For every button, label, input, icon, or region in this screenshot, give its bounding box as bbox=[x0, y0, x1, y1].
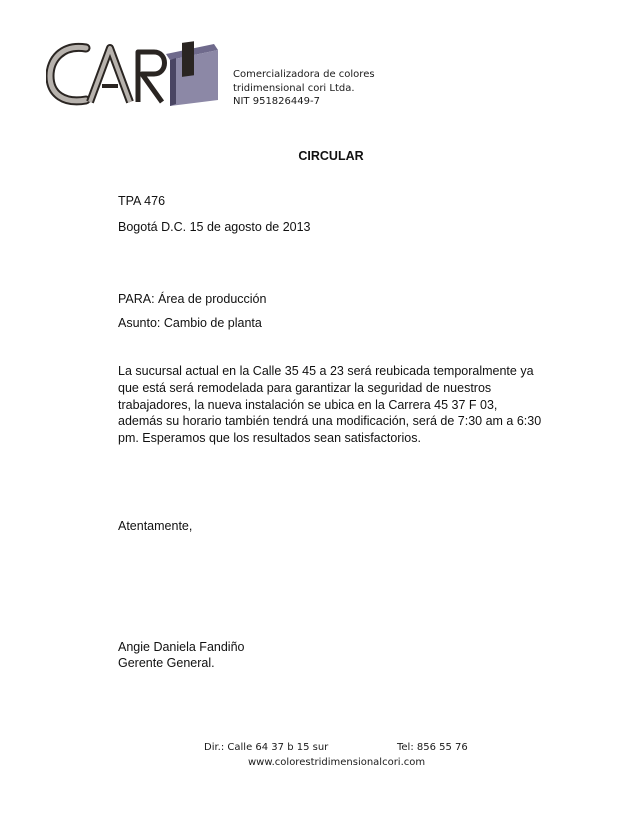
footer-phone: Tel: 856 55 76 bbox=[397, 742, 468, 753]
subject-line: Asunto: Cambio de planta bbox=[118, 316, 262, 330]
signer-title: Gerente General. bbox=[118, 656, 215, 670]
recipient-line: PARA: Área de producción bbox=[118, 292, 267, 306]
body-paragraph bbox=[118, 363, 550, 447]
company-name-line-2: tridimensional cori Ltda. bbox=[233, 82, 355, 94]
company-logo bbox=[46, 40, 222, 108]
place-date: Bogotá D.C. 15 de agosto de 2013 bbox=[118, 220, 311, 234]
footer-website: www.colorestridimensionalcori.com bbox=[248, 757, 426, 768]
document-title: CIRCULAR bbox=[298, 149, 364, 163]
body-line: que está será remodelada para garantizar la seguridad de nuestros bbox=[118, 380, 492, 395]
body-line: La sucursal actual en la Calle 35 45 a 23 será reubicada temporalmente ya bbox=[118, 364, 534, 378]
company-nit: NIT 951826449-7 bbox=[233, 96, 320, 107]
reference-number: TPA 476 bbox=[118, 194, 166, 208]
closing: Atentamente, bbox=[118, 519, 193, 533]
signer-name: Angie Daniela Fandiño bbox=[118, 640, 245, 654]
body-line: pm. Esperamos que los resultados sean satisfactorios. bbox=[118, 431, 421, 446]
body-line: trabajadores, la nueva instalación se ubica en la Carrera 45 37 F 03, bbox=[118, 397, 498, 412]
company-info bbox=[233, 68, 375, 109]
footer-address: Dir.: Calle 64 37 b 15 sur bbox=[204, 742, 329, 753]
company-name: Comercializadora de colores bbox=[233, 69, 375, 80]
body-line: además su horario también tendrá una modificación, será de 7:30 am a 6:30 bbox=[118, 414, 542, 429]
